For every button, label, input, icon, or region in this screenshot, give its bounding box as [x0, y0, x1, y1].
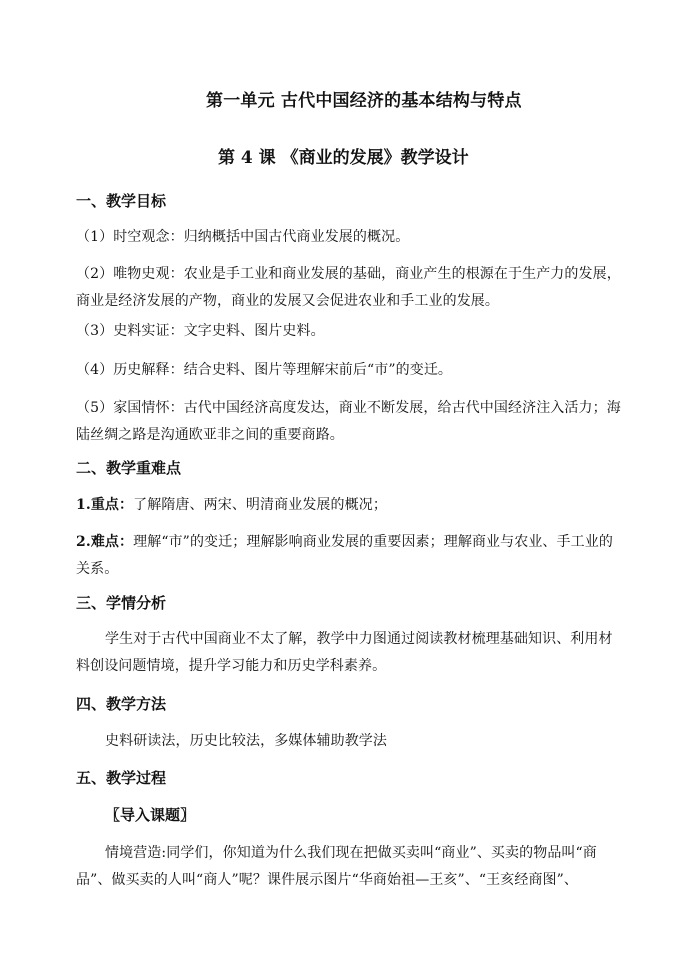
- key-point-label: 1.重点：: [76, 497, 134, 513]
- objective-item: （1）时空观念：归纳概括中国古代商业发展的概况。: [76, 229, 410, 245]
- analysis-paragraph: 学生对于古代中国商业不太了解，教学中力图通过阅读教材梳理基础知识、利用材料创设问题情境，提升学习能力和历史学科素养。: [76, 631, 613, 674]
- objective-item: （2）唯物史观：农业是手工业和商业发展的基础，商业产生的根源在于生产力的发展，商业是经济发展的产物，商业的发展又会促进农业和手工业的发展。: [76, 266, 621, 309]
- section-heading-analysis: 三、学情分析: [76, 594, 167, 612]
- subheading-intro: 〖导入课题〗: [105, 806, 196, 824]
- difficult-point: [76, 529, 621, 583]
- section-heading-objectives: 一、教学目标: [76, 192, 167, 210]
- section-heading-methods: 四、教学方法: [76, 695, 167, 713]
- difficult-point-label: 2.难点：: [76, 534, 134, 550]
- section-heading-process: 五、教学过程: [76, 769, 167, 787]
- intro-paragraph: 情境营造:同学们，你知道为什么我们现在把做买卖叫“商业”、买卖的物品叫“商品”、做买卖的人叫“商人”呢？课件展示图片“华商始祖—王亥”、“王亥经商图”、: [76, 845, 597, 888]
- key-point: [76, 492, 621, 519]
- objective-item: （5）家国情怀：古代中国经济高度发达，商业不断发展，给古代中国经济注入活力；海陆丝绸之路是沟通欧亚非之间的重要商路。: [76, 400, 621, 443]
- methods-paragraph: 史料研读法，历史比较法，多媒体辅助教学法: [105, 733, 387, 749]
- key-point-text: 了解隋唐、两宋、明清商业发展的概况；: [133, 497, 387, 513]
- section-heading-key-points: 二、教学重难点: [76, 459, 182, 477]
- objective-item: （4）历史解释：结合史料、图片等理解宋前后“市”的变迁。: [76, 362, 453, 378]
- objective-item: （3）史料实证：文字史料、图片史料。: [76, 323, 325, 339]
- difficult-point-text: 理解“市”的变迁；理解影响商业发展的重要因素；理解商业与农业、手工业的关系。: [76, 534, 613, 577]
- lesson-title: 第 4 课 《商业的发展》教学设计: [218, 148, 469, 168]
- unit-title: 第一单元 古代中国经济的基本结构与特点: [206, 91, 522, 111]
